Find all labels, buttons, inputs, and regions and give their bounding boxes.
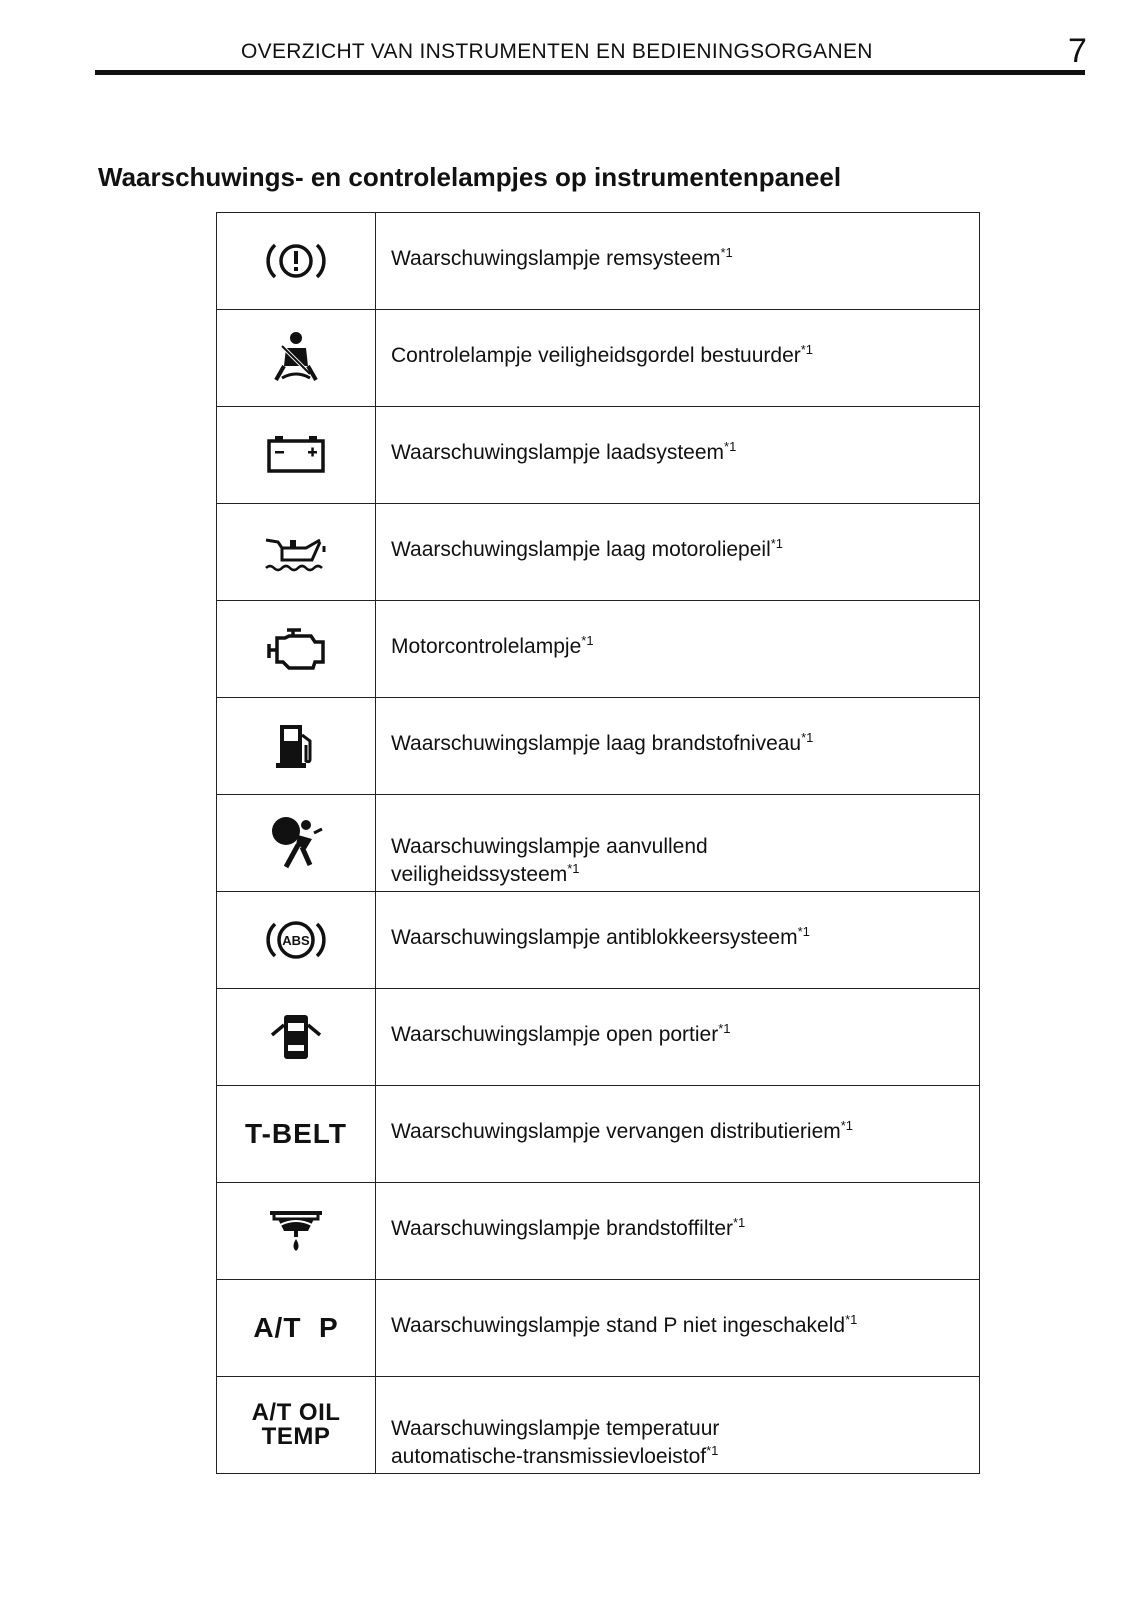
table-row: [217, 1377, 980, 1474]
fuel-pump-icon: [272, 721, 320, 771]
lamp-label: Waarschuwingslampje brandstoffilter$^{*1}$: [391, 1215, 746, 1240]
at-p-icon: A/T P: [253, 1312, 339, 1343]
fuel-filter-icon: [266, 1205, 326, 1257]
lamp-label: Controlelampje veiligheidsgordel bestuurder$^{*1}$: [391, 342, 814, 367]
t-belt-icon: T-BELT: [245, 1118, 347, 1149]
engine-icon: [263, 626, 329, 672]
page-number: 7: [1068, 32, 1087, 70]
table-row: [217, 1280, 980, 1377]
lamp-label: Motorcontrolelampje$^{*1}$: [391, 633, 594, 658]
table-row: [217, 698, 980, 795]
lamp-label: Waarschuwingslampje temperatuur automatische-transmissievloeistof$^{*1}$: [391, 1417, 720, 1468]
header-rule: [95, 70, 1085, 75]
lamp-label: Waarschuwingslampje laag brandstofniveau$^{*1}$: [391, 730, 814, 755]
table-row: [217, 795, 980, 892]
table-row: [217, 504, 980, 601]
table-row: [217, 989, 980, 1086]
battery-icon: [265, 435, 327, 475]
lamp-label: Waarschuwingslampje vervangen distributieriem$^{*1}$: [391, 1118, 854, 1143]
table-row: [217, 601, 980, 698]
header-title: OVERZICHT VAN INSTRUMENTEN EN BEDIENINGSORGANEN: [241, 40, 873, 63]
table-row: [217, 310, 980, 407]
door-open-icon: [266, 1011, 326, 1063]
table-row: [217, 1086, 980, 1183]
lamp-label: Waarschuwingslampje laadsysteem$^{*1}$: [391, 439, 737, 464]
lamp-label: Waarschuwingslampje antiblokkeersysteem$^{*1}$: [391, 924, 810, 949]
lamp-label: Waarschuwingslampje laag motoroliepeil$^{*1}$: [391, 536, 784, 561]
abs-icon-text: ABS: [282, 933, 310, 948]
at-oil-temp-icon: A/T OIL TEMP: [251, 1399, 341, 1450]
lamp-label: Waarschuwingslampje remsysteem$^{*1}$: [391, 245, 733, 270]
table-row: [217, 1183, 980, 1280]
table-row: [217, 213, 980, 310]
lamp-label: Waarschuwingslampje aanvullend veiligheidssysteem$^{*1}$: [391, 835, 708, 886]
seatbelt-icon: [268, 330, 324, 386]
abs-icon: [265, 916, 327, 964]
oil-can-icon: [262, 530, 330, 574]
section-title: Waarschuwings- en controlelampjes op instrumentenpaneel: [98, 162, 842, 192]
table-row: [217, 407, 980, 504]
table-row: [217, 892, 980, 989]
airbag-icon: [266, 815, 326, 871]
brake-warning-icon: [265, 237, 327, 285]
warning-lamps-table: [216, 212, 980, 1474]
lamp-label: Waarschuwingslampje open portier$^{*1}$: [391, 1021, 731, 1046]
lamp-label: Waarschuwingslampje stand P niet ingeschakeld$^{*1}$: [391, 1312, 858, 1337]
